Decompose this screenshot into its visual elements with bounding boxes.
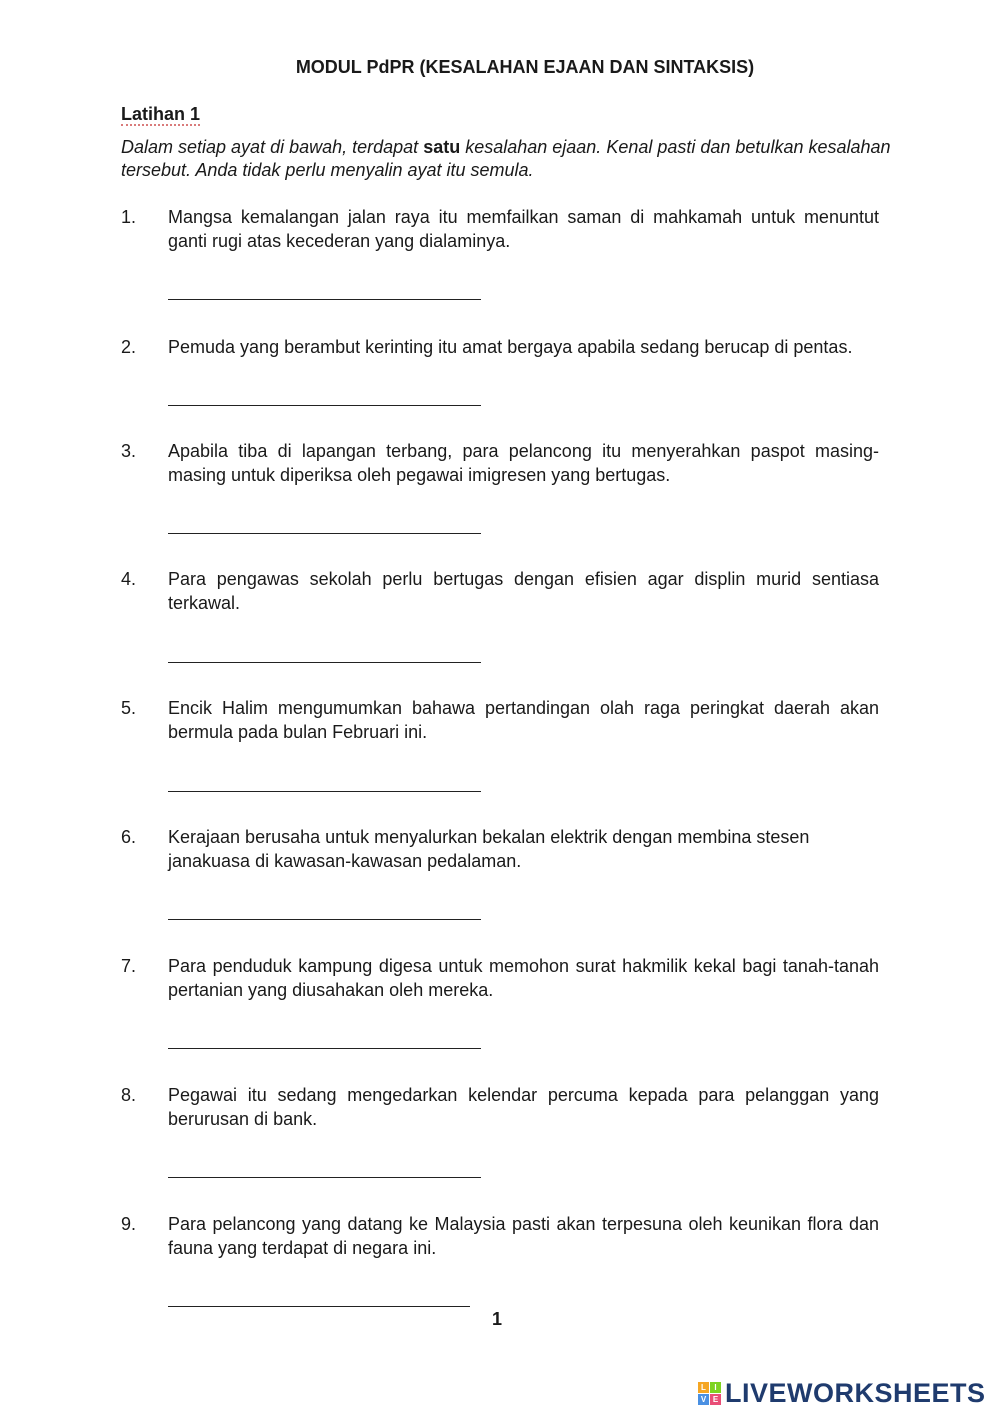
liveworksheets-logo-icon (698, 1382, 721, 1405)
question-item (121, 954, 936, 1002)
logo-letter: I (710, 1382, 721, 1393)
liveworksheets-brand[interactable] (698, 1378, 986, 1409)
brand-wordmark: LIVEWORKSHEETS (725, 1378, 986, 1408)
question-text: Para pengawas sekolah perlu bertugas dengan efisien agar displin murid sentiasa terkawal. (168, 569, 879, 613)
question-number: 6. (121, 827, 137, 847)
question-item (121, 696, 936, 744)
question-number: 5. (121, 698, 137, 718)
question-text: Pemuda yang berambut kerinting itu amat bergaya apabila sedang berucap di pentas. (168, 337, 853, 357)
question-number: 2. (121, 337, 137, 357)
instruction-text (121, 136, 911, 182)
answer-line[interactable] (168, 1048, 481, 1049)
question-text: Encik Halim mengumumkan bahawa pertandingan olah raga peringkat daerah akan bermula pada bulan Februari ini. (168, 698, 879, 742)
question-text: Para pelancong yang datang ke Malaysia pasti akan terpesuna oleh keunikan flora dan fauna yang terdapat di negara ini. (168, 1214, 879, 1258)
question-item (121, 205, 936, 253)
answer-line[interactable] (168, 405, 481, 406)
answer-line[interactable] (168, 533, 481, 534)
question-item (121, 567, 936, 615)
question-text: Para penduduk kampung digesa untuk memohon surat hakmilik kekal bagi tanah-tanah pertanian yang diusahakan oleh mereka. (168, 956, 879, 1000)
question-number: 3. (121, 441, 137, 461)
page-number: 1 (492, 1309, 503, 1329)
answer-line[interactable] (168, 1177, 481, 1178)
question-item (121, 1083, 936, 1131)
question-item (121, 1212, 936, 1260)
question-number: 1. (121, 207, 137, 227)
instruction-bold-word: satu (423, 137, 461, 157)
question-number: 4. (121, 569, 137, 589)
question-text: Pegawai itu sedang mengedarkan kelendar percuma kepada para pelanggan yang berurusan di bank. (168, 1085, 879, 1129)
section-heading: Latihan 1 (121, 104, 201, 124)
answer-line[interactable] (168, 299, 481, 300)
question-number: 9. (121, 1214, 137, 1234)
answer-line[interactable] (168, 919, 481, 920)
instruction-part-1: Dalam setiap ayat di bawah, terdapat (121, 137, 424, 157)
answer-line[interactable] (168, 791, 481, 792)
question-number: 8. (121, 1085, 137, 1105)
logo-letter: E (710, 1394, 721, 1405)
logo-letter: V (698, 1394, 709, 1405)
answer-line[interactable] (168, 662, 481, 663)
question-item (121, 825, 936, 873)
question-text: Mangsa kemalangan jalan raya itu memfailkan saman di mahkamah untuk menuntut ganti rugi atas kecederan yang dialaminya. (168, 207, 879, 251)
page-title: MODUL PdPR (KESALAHAN EJAAN DAN SINTAKSIS) (295, 57, 755, 77)
logo-letter: L (698, 1382, 709, 1393)
question-text: Kerajaan berusaha untuk menyalurkan bekalan elektrik dengan membina stesen janakuasa di kawasan-kawasan pedalaman. (168, 827, 810, 871)
answer-line[interactable] (168, 1306, 470, 1307)
question-text: Apabila tiba di lapangan terbang, para pelancong itu menyerahkan paspot masing-masing untuk diperiksa oleh pegawai imigresen yang bertugas. (168, 441, 879, 485)
question-number: 7. (121, 956, 137, 976)
question-item (121, 439, 936, 487)
question-item (121, 335, 936, 359)
instruction-part-2: kesalahan ejaan. Kenal pasti dan betulkan kesalahan tersebut. Anda tidak perlu menyalin ayat itu semula. (121, 137, 891, 180)
